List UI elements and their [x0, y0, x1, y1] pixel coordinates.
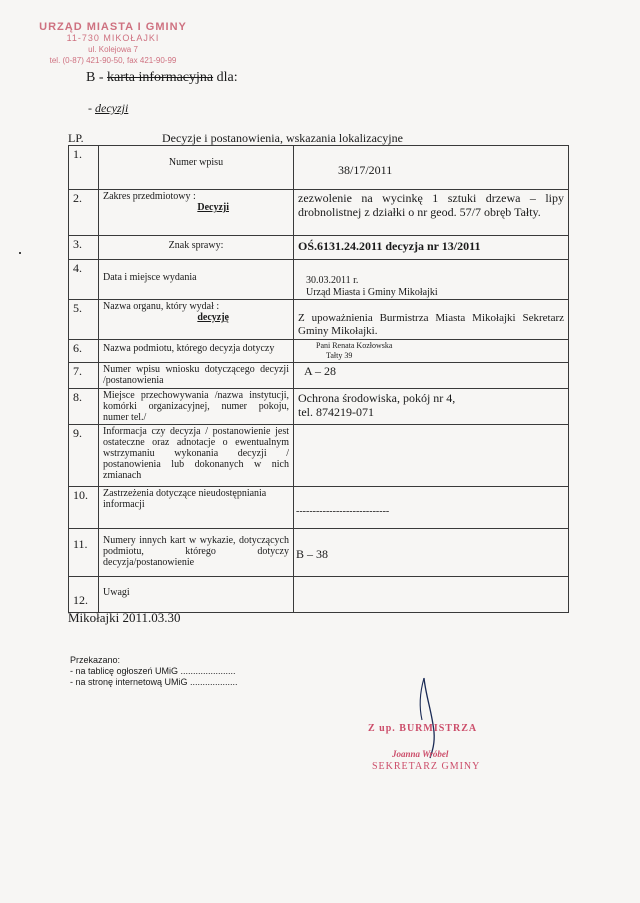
row-label: Informacja czy decyzja / postanowienie jest ostateczne oraz adnotacje o ewentualnym wstrzymaniu wykonania decyzji / postanowienia lub dokonanych w nich zmianach [99, 425, 294, 487]
row-value [294, 260, 569, 300]
subtitle-dash: - [88, 101, 95, 115]
row-label: Data i miejsce wydania [99, 260, 294, 300]
row-number: 7. [69, 363, 99, 389]
row-value-line: Urząd Miasta i Gminy Mikołajki [306, 287, 438, 298]
row-number: 3. [69, 236, 99, 260]
row-value: 38/17/2011 [294, 146, 569, 190]
signature-line-3: SEKRETARZ GMINY [372, 761, 481, 772]
table-row [69, 529, 569, 577]
row-number: 6. [69, 340, 99, 363]
lp-heading: LP. [68, 131, 84, 145]
row-value [294, 577, 569, 613]
row-number: 11. [69, 529, 99, 577]
row-value: OŚ.6131.24.2011 decyzja nr 13/2011 [294, 236, 569, 260]
stamp-line-2: 11-730 MIKOŁAJKI [66, 33, 160, 43]
row-label-line: Nazwa organu, który wydał : [103, 301, 220, 312]
row-value-line: Ochrona środowiska, pokój nr 4, [298, 391, 456, 405]
row-number: 4. [69, 260, 99, 300]
stamp-line-1: URZĄD MIASTA I GMINY [39, 21, 187, 33]
row-number: 10. [69, 487, 99, 529]
row-label-emphasis: Decyzji [197, 202, 229, 213]
row-label: Numery innych kart w wykazie, dotyczących podmiotu, którego dotyczy decyzja/postanowienie [99, 529, 294, 577]
row-label-emphasis: decyzję [197, 312, 229, 323]
office-stamp [18, 22, 208, 66]
row-value-line: 30.03.2011 r. [306, 275, 359, 286]
table-row [69, 236, 569, 260]
row-value: Z upoważnienia Burmistrza Miasta Mikołajki Sekretarz Gminy Mikołajki. [294, 300, 569, 340]
row-value [294, 340, 569, 363]
transfer-noticeboard: - na tablicę ogłoszeń UMiG ...................... [70, 666, 236, 676]
row-label: Miejsce przechowywania /nazwa instytucji, komórki organizacyjnej, numer pokoju, numer tel./ [99, 389, 294, 425]
document-date: Mikołajki 2011.03.30 [68, 610, 181, 625]
info-table [68, 145, 569, 613]
row-label: Uwagi [99, 577, 294, 613]
row-number: 5. [69, 300, 99, 340]
card-subtitle [88, 101, 128, 116]
row-number: 9. [69, 425, 99, 487]
row-value: zezwolenie na wycinkę 1 sztuki drzewa – lipy drobnolistnej z działki o nr geod. 57/7 obręb Tałty. [294, 190, 569, 236]
table-row [69, 190, 569, 236]
row-value: B – 38 [294, 529, 569, 577]
subtitle-text: decyzji [95, 101, 129, 115]
row-value-line: Pani Renata Kozłowska [316, 341, 393, 350]
row-number: 12. [69, 577, 99, 613]
table-row [69, 300, 569, 340]
transfer-note [70, 655, 238, 688]
row-label-line: Zakres przedmiotowy : [103, 191, 196, 202]
table-row [69, 577, 569, 613]
row-label [99, 190, 294, 236]
row-number: 1. [69, 146, 99, 190]
table-row [69, 146, 569, 190]
row-value-line: Tałty 39 [326, 351, 353, 360]
margin-mark [19, 252, 21, 254]
title-struck-text: karta informacyjna [107, 70, 214, 85]
transfer-website: - na stronę internetową UMiG ................... [70, 677, 238, 687]
row-label: Nazwa podmiotu, którego decyzja dotyczy [99, 340, 294, 363]
table-row [69, 363, 569, 389]
row-label [99, 300, 294, 340]
row-value: A – 28 [294, 363, 569, 389]
table-title: Decyzje i postanowienia, wskazania lokalizacyjne [162, 131, 403, 145]
row-value: ---------------------------- [294, 487, 569, 529]
stamp-line-4: tel. (0-87) 421-90-50, fax 421-90-99 [49, 56, 177, 65]
row-label: Znak sprawy: [99, 236, 294, 260]
table-row [69, 260, 569, 300]
stamp-line-3: ul. Kolejowa 7 [88, 45, 138, 54]
row-value-line: tel. 874219-071 [298, 405, 374, 419]
transfer-title: Przekazano: [70, 655, 121, 665]
row-value [294, 425, 569, 487]
table-row [69, 340, 569, 363]
row-value [294, 389, 569, 425]
card-title [86, 70, 238, 86]
signature-line-1: Z up. BURMISTRZA [368, 723, 478, 734]
row-label: Numer wpisu [99, 146, 294, 190]
row-label: Zastrzeżenia dotyczące nieudostępniania informacji [99, 487, 294, 529]
table-row [69, 425, 569, 487]
row-label: Numer wpisu wniosku dotyczącego decyzji /postanowienia [99, 363, 294, 389]
title-suffix: dla: [213, 70, 238, 85]
row-number: 8. [69, 389, 99, 425]
row-number: 2. [69, 190, 99, 236]
title-prefix: B - [86, 70, 107, 85]
table-row [69, 389, 569, 425]
signature-line-2: Joanna Wróbel [392, 749, 449, 759]
table-row [69, 487, 569, 529]
